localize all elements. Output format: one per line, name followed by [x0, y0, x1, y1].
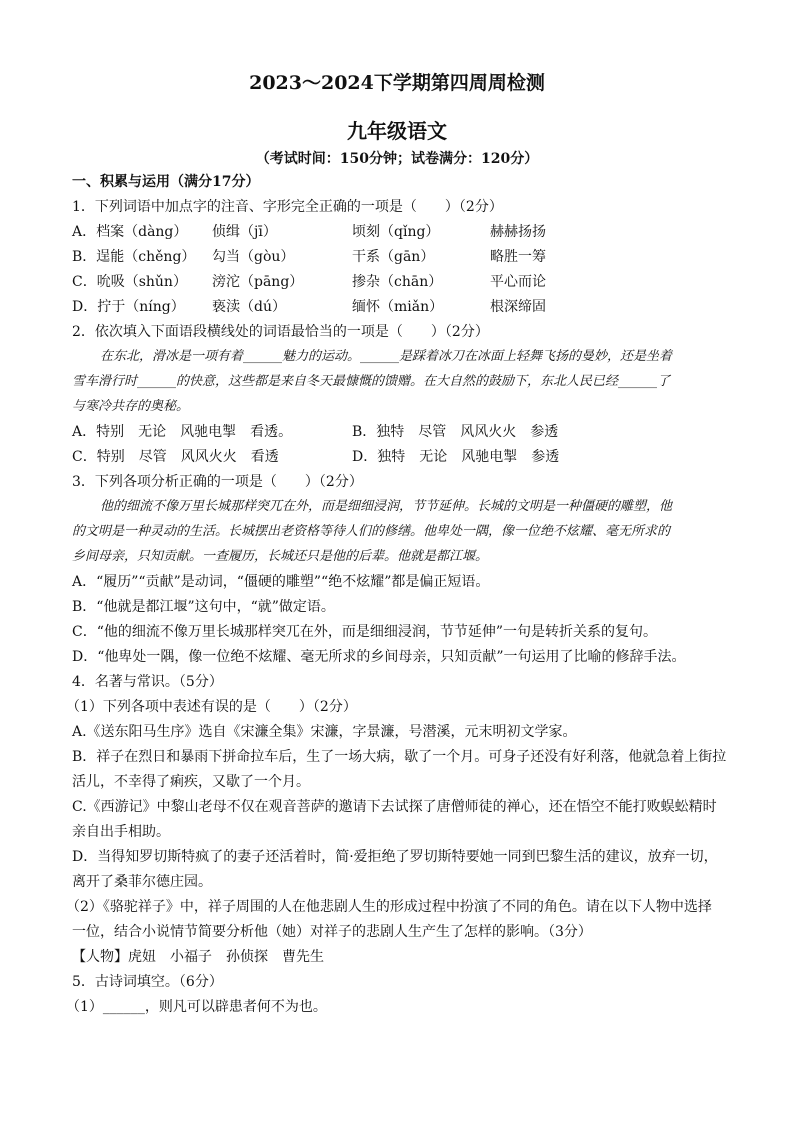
q2-stem: 2．依次填入下面语段横线处的词语最恰当的一项是（ ）（2分）	[72, 324, 489, 340]
q3-stem: 3．下列各项分析正确的一项是（ ）（2分）	[72, 474, 363, 490]
q1-option-c-3: 掺杂（chān）	[352, 274, 443, 290]
q1-option-d-2: 亵渎（dú）	[212, 299, 286, 315]
q1-stem: 1．下列词语中加点字的注音、字形完全正确的一项是（ ）（2分）	[72, 199, 503, 215]
q4-people: 【人物】虎妞 小福子 孙侦探 曹先生	[72, 949, 324, 965]
q1-option-a-3: 顷刻（qǐng）	[352, 224, 440, 240]
q4-option-b: B．祥子在烈日和暴雨下拼命拉车后，生了一场大病，歇了一个月。可身子还没有好利落，他就急着上街拉	[72, 749, 727, 765]
q3-option-c: C．“他的细流不像万里长城那样突兀在外，而是细细浸润，节节延伸”一句是转折关系的复句。	[72, 624, 658, 640]
q2-option-a: A．特别 无论 风驰电掣 看透。	[72, 424, 293, 440]
q1-option-a-1: A．档案（dàng）	[72, 224, 188, 240]
q3-passage-line: 的文明是一种灵动的生活。长城摆出老资格等待人们的修缮。他卑处一隅，像一位绝不炫耀、毫无所求的	[72, 524, 671, 539]
q4-sub2-cont: 一位，结合小说情节简要分析他（她）对祥子的悲剧人生产生了怎样的影响。（3分）	[72, 924, 592, 940]
q1-option-c-1: C．吮吸（shǔn）	[72, 274, 187, 290]
exam-subject: 九年级语文	[347, 119, 447, 143]
q3-option-b: B．“他就是都江堰”这句中，“就”做定语。	[72, 599, 335, 615]
q4-sub2: （2）《骆驼祥子》中，祥子周围的人在他悲剧人生的形成过程中扮演了不同的角色。请在以下人物中选择	[66, 899, 712, 915]
q3-passage-line: 乡间母亲，只知贡献。一查履历，长城还只是他的后辈。他就是都江堰。	[72, 549, 489, 564]
q2-passage-line: 在东北，滑冰是一项有着______魅力的运动。______是踩着冰刀在冰面上轻舞飞扬的曼妙，还是坐着	[100, 349, 673, 364]
q1-option-c-4: 平心而论	[490, 274, 546, 290]
q1-option-b-1: B．逞能（chěng）	[72, 249, 196, 265]
exam-title: 2023～2024下学期第四周周检测	[249, 72, 545, 94]
q5-sub1: （1）______，则凡可以辟患者何不为也。	[66, 999, 327, 1015]
q3-passage-line: 他的细流不像万里长城那样突兀在外，而是细细浸润，节节延伸。长城的文明是一种僵硬的雕塑，他	[100, 499, 673, 514]
q1-option-b-3: 干系（gān）	[352, 249, 435, 265]
q4-option-d: D．当得知罗切斯特疯了的妻子还活着时，简·爱拒绝了罗切斯特要她一同到巴黎生活的建议，放弃一切，	[72, 849, 718, 865]
q4-option-c-cont: 亲自出手相助。	[72, 824, 170, 840]
q1-option-d-3: 缅怀（miǎn）	[352, 299, 444, 315]
q1-option-b-4: 略胜一筹	[490, 249, 546, 265]
q2-passage-line: 与寒冷共存的奥秘。	[72, 399, 190, 414]
q2-option-b: B．独特 尽管 风风火火 参透	[352, 424, 559, 440]
q1-option-a-4: 赫赫扬扬	[490, 224, 546, 240]
q4-option-a: A.《送东阳马生序》选自《宋濂全集》宋濂，字景濂，号潜溪，元末明初文学家。	[72, 724, 577, 740]
q1-option-d-4: 根深缔固	[490, 299, 546, 315]
q2-option-c: C．特别 尽管 风风火火 看透	[72, 449, 279, 465]
q4-option-b-cont: 活儿，不幸得了痢疾，又歇了一个月。	[72, 774, 310, 790]
section1-heading: 一、积累与运用（满分17分）	[72, 174, 260, 190]
q3-option-d: D．“他卑处一隅，像一位绝不炫耀、毫无所求的乡间母亲，只知贡献”一句运用了比喻的修辞手法。	[72, 649, 686, 665]
q3-option-a: A．“履历”“贡献”是动词，“僵硬的雕塑”“绝不炫耀”都是偏正短语。	[72, 574, 490, 590]
q4-option-d-cont: 离开了桑菲尔德庄园。	[72, 874, 212, 890]
exam-note: （考试时间：150分钟；试卷满分：120分）	[255, 151, 539, 167]
q4-sub1: （1）下列各项中表述有误的是（ ）（2分）	[66, 699, 357, 715]
q2-passage-line: 雪车滑行时______的快意，这些都是来自冬天最慷慨的馈赠。在大自然的鼓励下，东北人民已经______了	[72, 374, 671, 389]
q5-stem: 5．古诗词填空。（6分）	[72, 974, 223, 990]
q1-option-d-1: D．拧于（níng）	[72, 299, 185, 315]
q1-option-c-2: 滂沱（pāng）	[212, 274, 304, 290]
q4-stem: 4．名著与常识。（5分）	[72, 674, 223, 690]
q4-option-c: C.《西游记》中黎山老母不仅在观音菩萨的邀请下去试探了唐僧师徒的禅心，还在悟空不能打败蜈蚣精时	[72, 799, 717, 815]
q1-option-a-2: 侦缉（jī）	[212, 224, 277, 240]
q2-option-d: D．独特 无论 风驰电掣 参透	[352, 449, 560, 465]
q1-option-b-2: 勾当（gòu）	[212, 249, 295, 265]
